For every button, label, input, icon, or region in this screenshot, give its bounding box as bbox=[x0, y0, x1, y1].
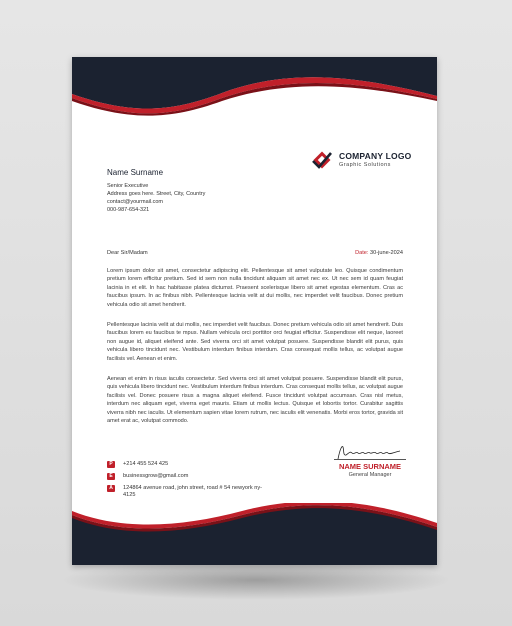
bottom-wave-footer bbox=[72, 503, 437, 565]
company-logo bbox=[311, 147, 421, 179]
contact-phone: +214 455 524 425 bbox=[123, 461, 169, 467]
check-diamond-logo-icon bbox=[311, 149, 333, 171]
contact-address: 124864 avenue road, john street, road # 54 newyork ny-4125 bbox=[123, 485, 263, 498]
sender-address: Address goes here. Street, City, Country bbox=[107, 191, 206, 197]
company-name: COMPANY LOGO bbox=[339, 151, 412, 161]
body-paragraph: Pellentesque lacinia velit at dui mollis, nec imperdiet velit faucibus. Donec pretium vehicula odio sit amet hendrerit. Duis faucibus lorem eu faucibus te mpus. Nullam vehicula orci porttitor orci feugiat efficitur. Suspendisse elit neque, laoreet non augue id, aliquet eleifend ante. Sed viverra orci sit amet volutpat posuere. Suspendisse blandit elit purus, quis vehicula libero tincidunt nec. Vestibulum interdum finibus interdum. Cras consequat mollis tellus, ac volutpat augue facilisis vel. Aenean et enim. bbox=[107, 322, 403, 362]
letter-date bbox=[355, 250, 403, 256]
sender-phone: 000-987-654-321 bbox=[107, 207, 150, 213]
company-tagline: Graphic Solutions bbox=[339, 162, 391, 168]
email-icon: E bbox=[107, 473, 115, 480]
salutation: Dear Sir/Madam bbox=[107, 250, 148, 256]
top-wave-header bbox=[72, 57, 437, 127]
date-value: 30-june-2024 bbox=[370, 250, 403, 256]
contact-email-row bbox=[107, 473, 267, 485]
contact-phone-row bbox=[107, 461, 267, 473]
date-label: Date: bbox=[355, 250, 369, 256]
sender-email: contact@yourmail.com bbox=[107, 199, 164, 205]
sender-block bbox=[107, 168, 287, 214]
body-paragraph: Aenean et enim in risus iaculis consectetur. Sed viverra orci sit amet volutpat posuere. Suspendisse blandit elit purus, quis vehicula libero tincidunt nec. Vestibulum interdum finibus interdum. Cras consequat mollis tellus, ac volutpat augue facilisis vel. Donec posuere risus a magna aliquet eleifend. Fusce tincidunt volutpat accumsan. Cras nisl metus, interdum nec aliquam eget, viverra eget mauris. Etiam ut mollis lectus. Quisque et lobortis tortor. Curabitur sagittis viverra nibh nec iaculis. Ut elementum sapien vitae lorem rutrum, nec iaculis elit venenatis. Morbi eros tortor, gravida sit amet erat ac, volutpat commodo. bbox=[107, 376, 403, 425]
contact-list bbox=[107, 461, 267, 501]
contact-email: businessgrow@gmail.com bbox=[123, 473, 189, 479]
body-paragraph: Lorem ipsum dolor sit amet, consectetur adipiscing elit. Pellentesque sit amet vulputate leo. Quisque condimentum pretium lorem efficitur pretium. Sed id sem non nulla tincidunt aliquam sit amet nec ex. Ut nec sem id quam feugiat lacinia in et elit. In hac habitasse platea dictumst. Praesent scelerisque libero sit amet egestas elementum. Cras ac faucibus ipsum. In ac finibus nibh. Pellentesque lacinia velit at dui mollis, nec imperdiet velit faucibus. Donec pretium vehicula odio sit amet hendrerit. bbox=[107, 268, 403, 308]
letterhead-page bbox=[72, 57, 437, 565]
signatory-name: NAME SURNAME bbox=[338, 462, 402, 471]
signatory-title: General Manager bbox=[348, 472, 392, 478]
sender-name: Name Surname bbox=[107, 168, 164, 177]
contact-address-row bbox=[107, 485, 267, 501]
address-icon: A bbox=[107, 485, 115, 492]
signature-line bbox=[334, 459, 406, 460]
page-drop-shadow bbox=[60, 560, 452, 600]
sender-title: Senior Executive bbox=[107, 183, 149, 189]
phone-icon: P bbox=[107, 461, 115, 468]
